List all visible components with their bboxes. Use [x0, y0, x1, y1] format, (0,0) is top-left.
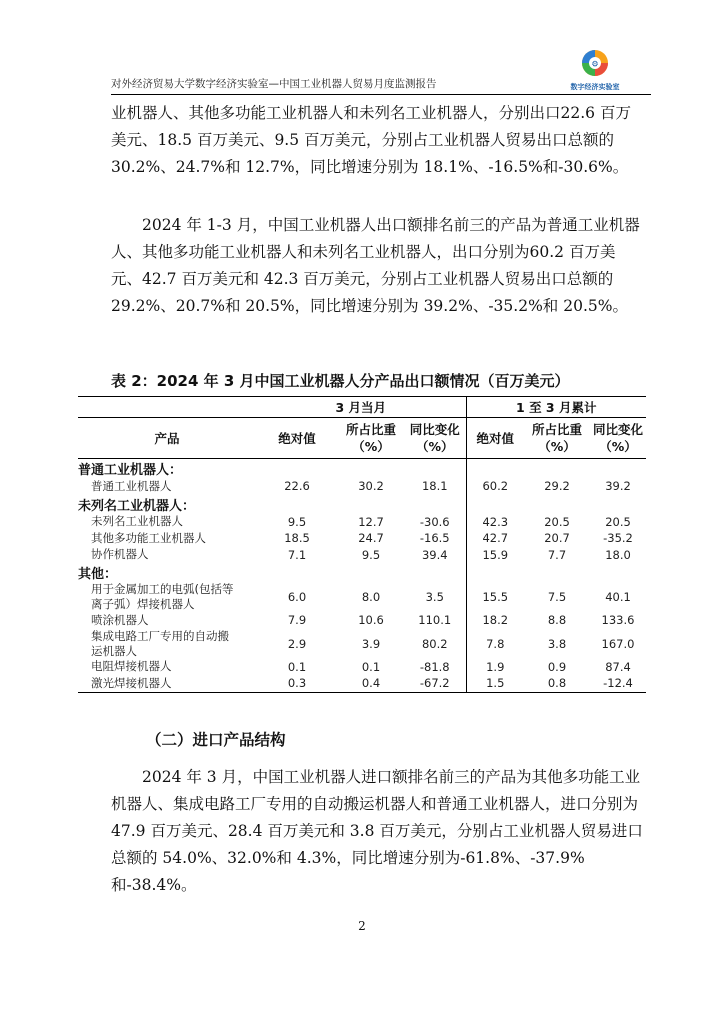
logo-text: 数字经济实验室 [570, 83, 620, 91]
table-caption: 表 2：2024 年 3 月中国工业机器人分产品出口额情况（百万美元） [111, 372, 570, 390]
lab-logo [565, 48, 625, 92]
table-row: 协作机器人 7.1 9.5 39.4 15.9 7.7 18.0 [91, 547, 631, 562]
paragraph-text: 2024 年 1-3 月，中国工业机器人出口额排名前三的产品为普通工业机器人、其他多功能工业机器人和未列名工业机器人，出口分别为60.2 百万美元、42.7 百万美元和 42.3 百万美元，分别占工业机器人贸易出口总额的 29.2%、20.7%和 20.5%，同比增速分别为 39.2%、-35.2%和 20.5%。 [111, 216, 640, 315]
page-number: 2 [358, 919, 366, 933]
group-header-q1: 1 至 3 月累计 [466, 397, 646, 418]
table-group-header-row [78, 397, 646, 418]
page-header [111, 59, 651, 95]
paragraph-text: 2024 年 3 月，中国工业机器人进口额排名前三的产品为其他多功能工业机器人、集成电路工厂专用的自动搬运机器人和普通工业机器人，进口分别为 47.9 百万美元、28.4 百万美元和 3.8 百万美元，分别占工业机器人贸易进口总额的 54.0%、32.0%和 4.3%，同比增速分别为-61.8%、-37.9%和-38.4%。 [111, 768, 643, 894]
paragraph-text: 业机器人、其他多功能工业机器人和未列名工业机器人，分别出口22.6 百万美元、18.5 百万美元、9.5 百万美元，分别占工业机器人贸易出口总额的 30.2%、24.7%和 12.7%，同比增速分别为 18.1%、-16.5%和-30.6%。 [111, 104, 631, 176]
product-header: 产品 [78, 418, 256, 459]
table-row: 集成电路工厂专用的自动搬 运机器人 2.9 3.9 80.2 7.8 3.8 167.0 [91, 628, 635, 658]
svg-text:⚙: ⚙ [591, 59, 599, 69]
table-row: 其他多功能工业机器人 18.5 24.7 -16.5 42.7 20.7 -35.2 [91, 530, 633, 546]
table-group-row: 普通工业机器人： [78, 459, 646, 479]
abs-header: 绝对值 [256, 418, 338, 459]
abs-header: 绝对值 [466, 418, 524, 459]
table-group-row: 其他： [78, 563, 646, 582]
share-header: 所占比重 （%） [338, 418, 404, 459]
header-title: 对外经济贸易大学数字经济实验室—中国工业机器人贸易月度监测报告 [111, 78, 437, 90]
table-row: 激光焊接机器人 0.3 0.4 -67.2 1.5 0.8 -12.4 [78, 675, 646, 692]
table-column-header-row [78, 418, 646, 459]
section-heading: （二）进口产品结构 [146, 731, 286, 749]
paragraph-export-march [111, 100, 643, 181]
paragraph-export-q1 [111, 212, 643, 320]
table-row: 未列名工业机器人 9.5 12.7 -30.6 42.3 20.5 20.5 [91, 514, 631, 529]
table-row: 电阻焊接机器人 0.1 0.1 -81.8 1.9 0.9 87.4 [91, 659, 631, 674]
table-row: 用于金属加工的电弧(包括等 离子弧）焊接机器人 6.0 8.0 3.5 15.5 7.5 40.1 [91, 582, 631, 611]
group-header-march: 3 月当月 [256, 397, 466, 418]
share-header: 所占比重 （%） [524, 418, 590, 459]
table-group-row: 未列名工业机器人： [78, 495, 646, 514]
export-by-product-table [78, 396, 646, 693]
table-row: 普通工业机器人 22.6 30.2 18.1 60.2 29.2 39.2 [91, 478, 631, 494]
globe-logo-icon [578, 48, 612, 78]
yoy-header: 同比变化 （%） [404, 418, 466, 459]
table-row: 喷涂机器人 7.9 10.6 110.1 18.2 8.8 133.6 [91, 612, 635, 628]
yoy-header: 同比变化 （%） [590, 418, 646, 459]
paragraph-import-march [111, 764, 643, 899]
